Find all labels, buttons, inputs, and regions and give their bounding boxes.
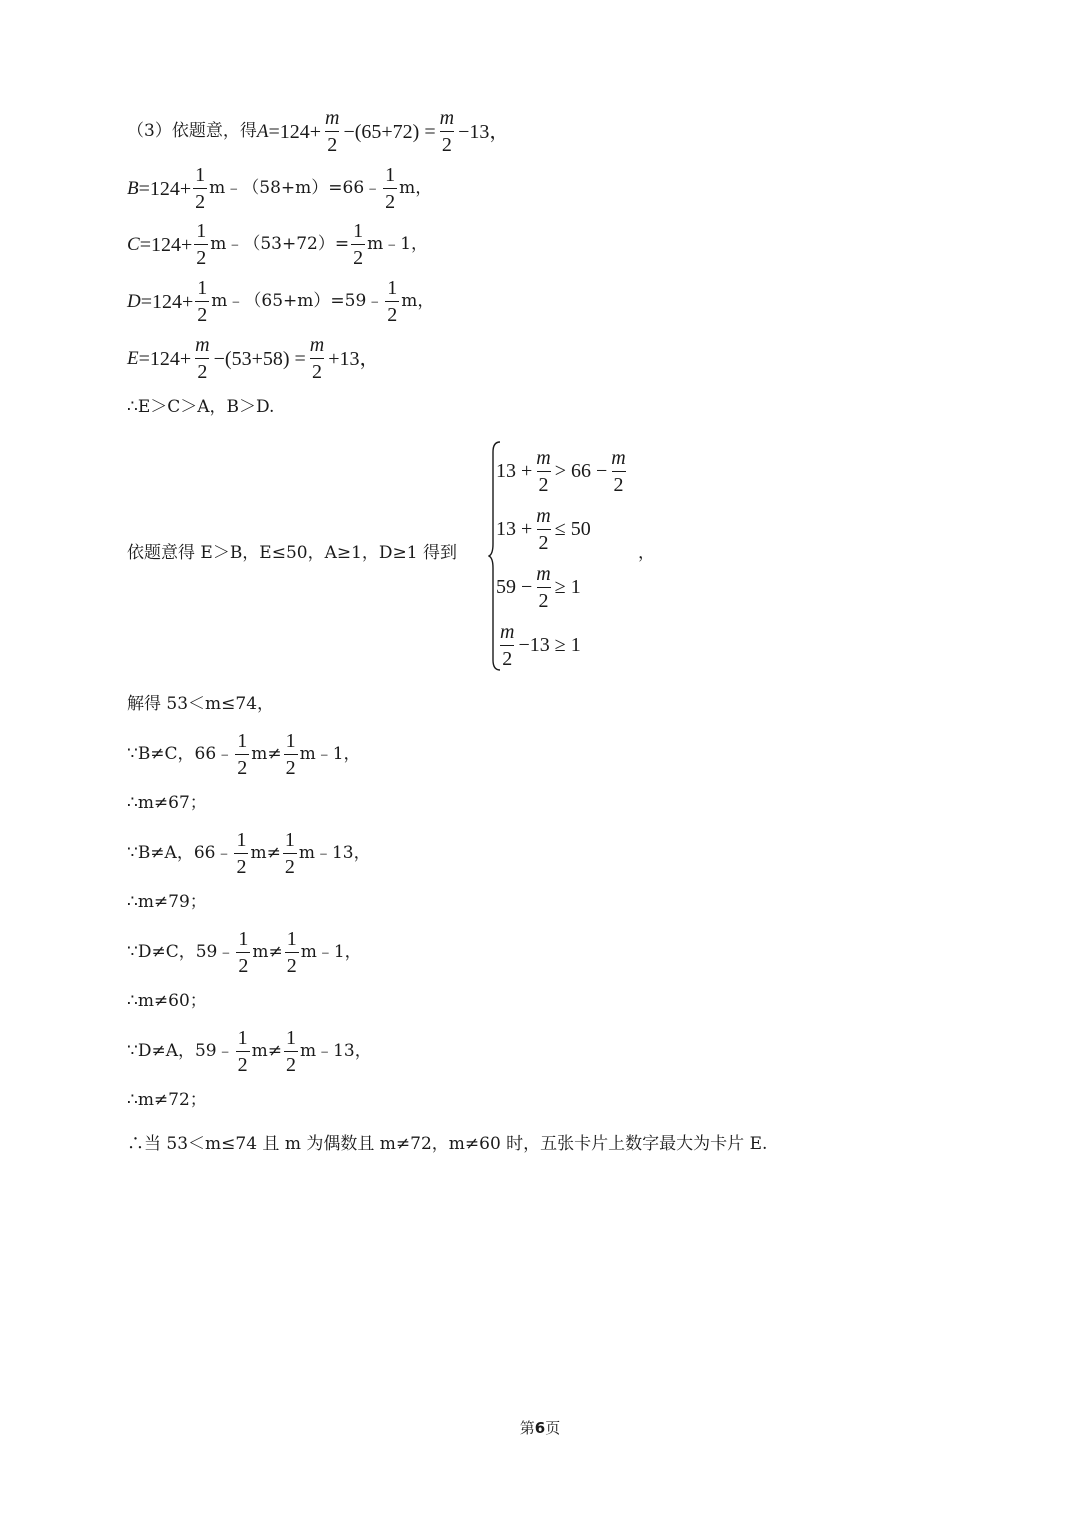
equation-b: [127, 165, 432, 212]
fraction-1-over-2: $\frac{1}{2}$: [285, 1027, 296, 1076]
var-a: A: [256, 121, 269, 142]
system-intro: [127, 545, 457, 562]
cond3-lead: ∵D≠C，59﹣: [127, 942, 235, 962]
result-3: [127, 993, 207, 1010]
eq-d-tail: m，: [401, 291, 435, 311]
eq-a-part1: =124+: [268, 120, 321, 143]
fraction-m-over-2: $\frac{m}{2}$: [536, 505, 551, 554]
fraction-m-over-2: $\frac{m}{2}$: [536, 447, 551, 496]
cond4-tail: m﹣13，: [299, 1041, 372, 1061]
result-2: [127, 894, 207, 911]
page-number: 6: [534, 1419, 546, 1437]
fraction-1-over-2: $\frac{1}{2}$: [195, 164, 206, 213]
condition-4: [127, 1028, 372, 1075]
res2-text: ∴m≠79；: [127, 892, 207, 912]
equation-e: [127, 335, 380, 382]
cond2-tail: m﹣13，: [298, 843, 371, 863]
system-row-3: [496, 564, 581, 611]
intro-text: （3）依题意，得: [127, 121, 257, 141]
fraction-1-over-2: $\frac{1}{2}$: [197, 277, 208, 326]
eq-c-part1: =124+: [139, 233, 193, 256]
cond3-mid: m≠: [252, 942, 283, 962]
eq-b-mid: m﹣（58+m）=66﹣: [209, 178, 382, 198]
row2-left: 13 +: [496, 518, 533, 540]
var-d: D: [127, 291, 141, 312]
res4-text: ∴m≠72；: [127, 1090, 207, 1110]
cond4-mid: m≠: [251, 1041, 282, 1061]
condition-1: [127, 731, 361, 778]
conclusion: [127, 1136, 767, 1153]
fraction-m-over-2: $\frac{m}{2}$: [500, 621, 515, 670]
cond1-mid: m≠: [251, 744, 282, 764]
eq-a-tail: −13，: [458, 120, 510, 143]
var-e: E: [127, 348, 139, 369]
row3-right: ≥ 1: [554, 576, 581, 598]
fraction-m-over-2: $\frac{m}{2}$: [536, 563, 551, 612]
footer-prefix: 第: [519, 1419, 535, 1437]
cond2-lead: ∵B≠A，66﹣: [127, 843, 233, 863]
var-b: B: [127, 178, 139, 199]
solved-range: [127, 696, 274, 713]
system-row-1: [496, 448, 630, 495]
fraction-m-over-2: $\frac{m}{2}$: [325, 107, 340, 156]
eq-b-tail: m，: [399, 178, 433, 198]
equation-a: [127, 108, 509, 155]
order-text: ∴E＞C＞A，B＞D.: [127, 397, 275, 417]
eq-a-part2: −(65+72) =: [343, 120, 436, 143]
condition-2: [127, 830, 371, 877]
equation-d: [127, 278, 434, 325]
system-intro-text: 依题意得 E＞B，E≤50，A≥1，D≥1 得到: [127, 543, 458, 563]
cond3-tail: m﹣1，: [300, 942, 362, 962]
fraction-1-over-2: $\frac{1}{2}$: [286, 928, 297, 977]
comma: ，: [638, 543, 655, 563]
system-row-2: [496, 506, 591, 553]
inequality-system: [488, 440, 648, 672]
cond1-lead: ∵B≠C，66﹣: [127, 744, 234, 764]
system-row-4: [496, 622, 581, 669]
fraction-1-over-2: $\frac{1}{2}$: [387, 277, 398, 326]
fraction-m-over-2: $\frac{m}{2}$: [439, 107, 455, 156]
eq-e-part2: −(53+58) =: [213, 347, 306, 370]
eq-c-mid: m﹣（53+72）=: [210, 234, 350, 254]
equation-c: [127, 221, 428, 268]
footer-suffix: 页: [545, 1419, 561, 1437]
fraction-m-over-2: $\frac{m}{2}$: [309, 334, 325, 383]
result-1: [127, 795, 207, 812]
row3-left: 59 −: [496, 576, 533, 598]
result-4: [127, 1092, 207, 1109]
system-comma: [638, 545, 655, 562]
fraction-1-over-2: $\frac{1}{2}$: [236, 829, 247, 878]
row2-right: ≤ 50: [554, 518, 591, 540]
fraction-1-over-2: $\frac{1}{2}$: [284, 829, 295, 878]
fraction-1-over-2: $\frac{1}{2}$: [353, 220, 364, 269]
eq-c-tail: m﹣1，: [367, 234, 429, 254]
page-footer: [0, 1417, 1080, 1438]
fraction-1-over-2: $\frac{1}{2}$: [385, 164, 396, 213]
fraction-1-over-2: $\frac{1}{2}$: [237, 730, 248, 779]
eq-d-mid: m﹣（65+m）=59﹣: [211, 291, 384, 311]
fraction-1-over-2: $\frac{1}{2}$: [238, 928, 249, 977]
eq-e-part1: =124+: [138, 347, 192, 370]
condition-3: [127, 929, 362, 976]
fraction-m-over-2: $\frac{m}{2}$: [611, 447, 626, 496]
cond2-mid: m≠: [250, 843, 281, 863]
conclusion-text: ∴当 53＜m≤74 且 m 为偶数且 m≠72，m≠60 时，五张卡片上数字最大为卡片 E.: [127, 1134, 768, 1154]
eq-d-part1: =124+: [140, 290, 194, 313]
fraction-m-over-2: $\frac{m}{2}$: [195, 334, 210, 383]
eq-b-part1: =124+: [138, 177, 192, 200]
row1-right: > 66 −: [554, 460, 608, 482]
row4-right: −13 ≥ 1: [518, 634, 581, 656]
fraction-1-over-2: $\frac{1}{2}$: [285, 730, 296, 779]
solved-text: 解得 53＜m≤74，: [127, 694, 275, 714]
var-c: C: [127, 234, 140, 255]
eq-e-tail: +13，: [328, 347, 380, 370]
fraction-1-over-2: $\frac{1}{2}$: [237, 1027, 248, 1076]
cond4-lead: ∵D≠A，59﹣: [127, 1041, 234, 1061]
res1-text: ∴m≠67；: [127, 793, 207, 813]
cond1-tail: m﹣1，: [299, 744, 361, 764]
row1-left: 13 +: [496, 460, 533, 482]
res3-text: ∴m≠60；: [127, 991, 207, 1011]
order-statement: [127, 399, 274, 416]
fraction-1-over-2: $\frac{1}{2}$: [196, 220, 207, 269]
